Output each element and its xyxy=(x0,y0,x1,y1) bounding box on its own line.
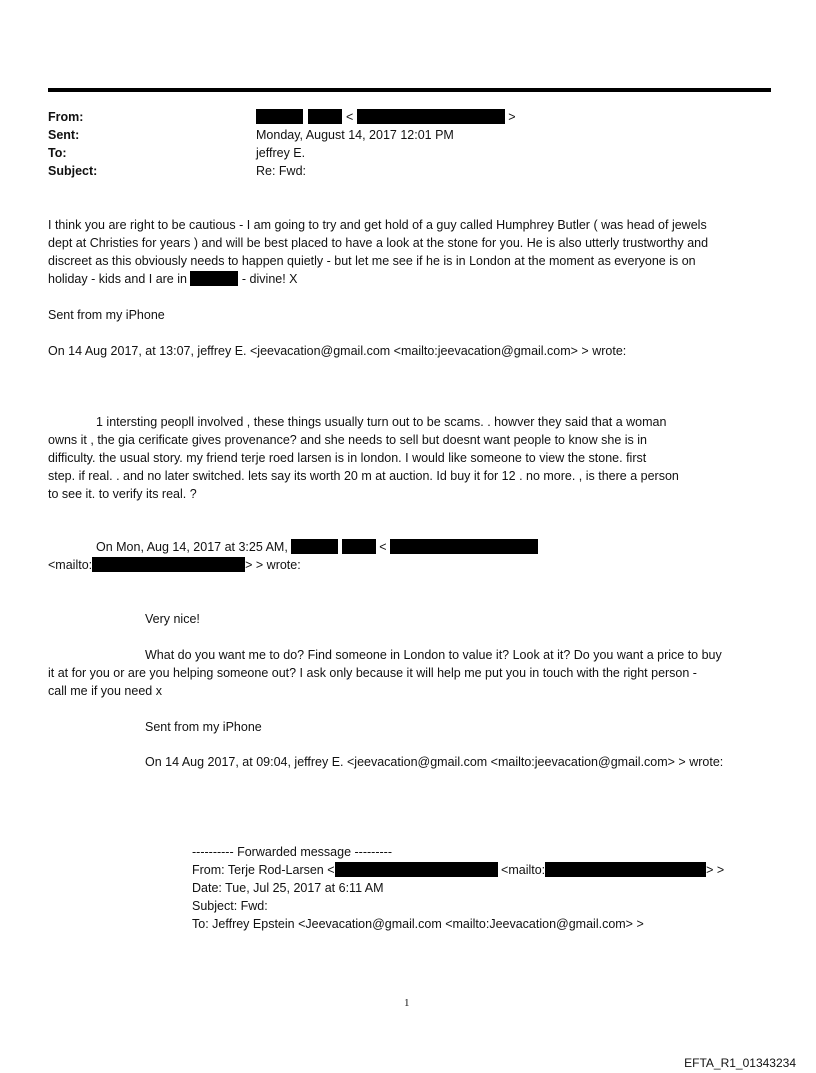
body-line: call me if you need x xyxy=(48,684,162,698)
signature-iphone: Sent from my iPhone xyxy=(145,720,262,734)
quote-header: On 14 Aug 2017, at 09:04, jeffrey E. <jeevacation@gmail.com <mailto:jeevacation@gmail.com> > wrote: xyxy=(145,755,724,769)
forward-from xyxy=(192,861,724,879)
page-number: 1 xyxy=(404,997,410,1009)
body-line: owns it , the gia cerificate gives provenance? and she needs to sell but doesnt want people to know she is in xyxy=(48,433,647,447)
redaction xyxy=(190,271,238,286)
body-line: to see it. to verify its real. ? xyxy=(48,487,197,501)
forward-text: From: Terje Rod-Larsen < xyxy=(192,863,335,877)
body-line: Very nice! xyxy=(145,612,200,626)
body-line: discreet as this obviously needs to happen quietly - but let me see if he is in London at the moment as everyone is on xyxy=(48,254,696,268)
forward-subject: Subject: Fwd: xyxy=(192,899,268,913)
forward-text: > > xyxy=(706,863,725,877)
document-id: EFTA_R1_01343234 xyxy=(684,1056,796,1070)
redaction xyxy=(335,862,498,877)
quote-text: < xyxy=(379,540,387,554)
header-rule xyxy=(48,88,771,92)
body-line: difficulty. the usual story. my friend terje roed larsen is in london. I would like someone to view the stone. first xyxy=(48,451,647,465)
body-text: - divine! X xyxy=(238,272,298,286)
redaction xyxy=(92,557,245,572)
signature-iphone: Sent from my iPhone xyxy=(48,308,165,322)
body-line: I think you are right to be cautious - I am going to try and get hold of a guy called Humphrey Butler ( was head of jewels xyxy=(48,218,707,232)
quote-text: > > wrote: xyxy=(245,558,301,572)
body-line: What do you want me to do? Find someone in London to value it? Look at it? Do you want a price to buy xyxy=(145,648,722,662)
quote-header-cont xyxy=(48,556,301,574)
from-lt: < xyxy=(345,110,354,124)
quote-header xyxy=(96,538,538,556)
redaction xyxy=(256,109,303,124)
body-line xyxy=(48,270,298,288)
sent-label: Sent: xyxy=(48,128,80,142)
to-label: To: xyxy=(48,146,67,160)
quote-text: On Mon, Aug 14, 2017 at 3:25 AM, xyxy=(96,540,288,554)
redaction xyxy=(357,109,505,124)
sent-value: Monday, August 14, 2017 12:01 PM xyxy=(256,128,454,142)
from-gt: > xyxy=(508,110,516,124)
forward-header: ---------- Forwarded message --------- xyxy=(192,845,392,859)
body-line: it at for you or are you helping someone out? I ask only because it will help me put you in touch with the right person - xyxy=(48,666,697,680)
redaction xyxy=(545,862,706,877)
forward-date: Date: Tue, Jul 25, 2017 at 6:11 AM xyxy=(192,881,384,895)
forward-text: <mailto: xyxy=(501,863,546,877)
quote-header: On 14 Aug 2017, at 13:07, jeffrey E. <jeevacation@gmail.com <mailto:jeevacation@gmail.com> > wrote: xyxy=(48,344,627,358)
body-line: step. if real. . and no later switched. lets say its worth 20 m at auction. Id buy it for 12 . no more. , is there a person xyxy=(48,469,679,483)
body-line: dept at Christies for years ) and will be best placed to have a look at the stone for you. He is also utterly trustworthy and xyxy=(48,236,709,250)
redaction xyxy=(291,539,338,554)
body-line: 1 intersting peopll involved , these things usually turn out to be scams. . howver they said that a woman xyxy=(96,415,667,429)
subject-label: Subject: xyxy=(48,164,98,178)
redaction xyxy=(308,109,342,124)
forward-to: To: Jeffrey Epstein <Jeevacation@gmail.com <mailto:Jeevacation@gmail.com> > xyxy=(192,917,644,931)
subject-value: Re: Fwd: xyxy=(256,164,307,178)
quote-text: <mailto: xyxy=(48,558,93,572)
from-label: From: xyxy=(48,110,84,124)
body-text: holiday - kids and I are in xyxy=(48,272,187,286)
from-value xyxy=(256,108,516,126)
to-value: jeffrey E. xyxy=(256,146,306,160)
redaction xyxy=(342,539,376,554)
redaction xyxy=(390,539,538,554)
